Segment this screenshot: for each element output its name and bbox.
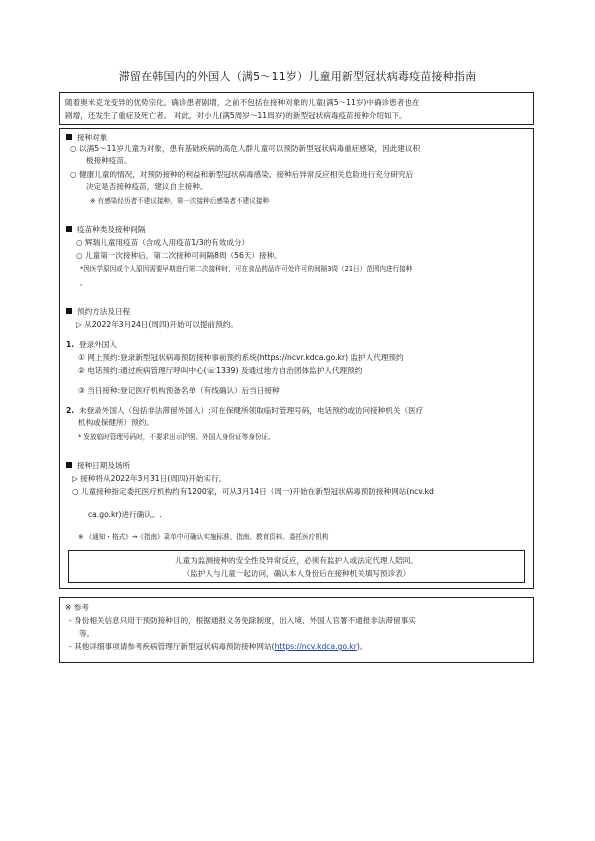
temp-number-note: * 发放临时管理号码时，不要求出示护照、外国人身份证等身份证。 <box>78 433 275 441</box>
intro-line-1: 随着奥米克龙变异的优势宗化，确诊患者剧增，之前不包括在接种对象的儿童(满5～11岁)中确诊患者也在 <box>65 98 420 107</box>
unregistered-foreigner-line-2: 机构或保健所）预约。 <box>78 418 154 427</box>
eligibility-item-1-line-2: 极接种疫苗。 <box>86 156 132 165</box>
ncv-website-link[interactable]: https://ncv.kdca.go.kr <box>274 642 357 651</box>
square-bullet-icon <box>66 134 72 140</box>
phone-reservation: ② 电话预约:通过疾病管理厅呼叫中心(☏1339) 及通过地方自治团体监护人代理预约 <box>78 366 363 375</box>
reference-notes-box <box>59 597 534 663</box>
same-day-vaccination: ③ 当日接种:登记医疗机构预备名单（有线确认）后当日接种 <box>78 386 280 395</box>
section-eligibility-heading: 接种对象 <box>66 132 107 144</box>
section-schedule-heading: 接种日期及场所 <box>66 460 130 472</box>
institution-item-line-1: ○ 儿童接种指定委托医疗机构约有1200家，可从3月14日（周一)开始在新型冠状病毒预防接种网站(ncv.kd <box>72 487 434 496</box>
institution-item-line-2: ca.go.kr)进行确认。. <box>88 510 162 519</box>
vaccine-item-2: ○ 儿童第一次接种后，第二次接种可间隔8周（56天）接种。 <box>76 251 282 260</box>
section-vaccine-heading: 疫苗种类及接种间隔 <box>66 224 145 236</box>
reference-heading: ※ 参考 <box>65 603 89 612</box>
eligibility-item-1-line-1: ○ 以满5～11岁儿童为对象，患有基础疾病的高危人群儿童可以预防新型冠状病毒重症感染，因此建议积 <box>70 144 421 153</box>
guide-menu-note: ※ 《通知・格式》→《指南》菜单中可确认实施标准、指南、教育资料、委托医疗机构 <box>78 533 329 541</box>
page-title: 滞留在韩国内的外国人（满5～11岁）儿童用新型冠状病毒疫苗接种指南 <box>118 70 477 83</box>
eligibility-item-2-line-2: 决定是否接种疫苗，建议自主接种。 <box>86 182 208 191</box>
vaccine-item-1: ○ 辉瑞儿童用疫苗（含成人用疫苗1/3的有效成分） <box>76 238 250 247</box>
main-content-box <box>59 128 534 589</box>
unregistered-foreigner-line-1: 2. 未登录外国人（包括非法滞留外国人）:可在保健所领取临时管理号码，电话预约或访问接种机关（医疗 <box>66 406 424 415</box>
square-bullet-icon <box>66 226 72 232</box>
reference-item-1-line-2: 等。 <box>79 629 95 638</box>
reservation-start: ▷ 从2022年3月24日(周四)开始可以提前预约。 <box>76 320 238 329</box>
eligibility-item-2-line-1: ○ 健康儿童的情况，对预防接种的利益和新型冠状病毒感染、接种后异常反应相关危险进行充分研究后 <box>70 170 414 179</box>
section-reservation-heading: 预约方法及日程 <box>66 306 130 318</box>
eligibility-note: ※ 有感染经历者不建议接种，第一次接种后感染者不建议接种 <box>90 197 270 205</box>
square-bullet-icon <box>66 308 72 314</box>
intro-box <box>59 92 534 125</box>
schedule-start: ▷ 接种将从2022年3月31日(周四)开始实行。 <box>72 474 227 483</box>
reference-item-2: - 其他详细事项请参考疾病管理厅新型冠状病毒预防接种网站(https://ncv.kdca.go.kr)。 <box>69 642 368 651</box>
registered-foreigner-heading: 1. 登录外国人 <box>66 340 117 349</box>
intro-line-2: 剧增，还发生了重症及死亡者。 对此，对小儿(满5周岁～11周岁)的新型冠状病毒疫苗接种介绍如下。 <box>65 111 407 120</box>
online-reservation: ① 网上预约:登录新型冠状病毒预防接种事前预约系统(https://ncvr.kdca.go.kr) 监护人代理预约 <box>78 353 404 362</box>
guardian-notice-line-2: （监护人与儿童一起访问，确认本人身份后在接种机关填写预诊表） <box>182 569 411 578</box>
square-bullet-icon <box>66 462 72 468</box>
guardian-notice-line-1: 儿童为监测接种的安全性及异常反应，必须有监护人或法定代理人陪同。 <box>175 556 418 565</box>
guardian-notice-box <box>68 550 525 583</box>
vaccine-note-line-1: *因医学原因或个人原因需要早期进行第二次接种时，可在食品药品许可处许可的间隔3周（21日）范围内进行接种 <box>80 265 413 273</box>
reference-item-1-line-1: - 身份相关信息只用于预防接种目的，根据通报义务免除制度，出入境、外国人官署不通报非法滞留事实 <box>69 616 416 625</box>
vaccine-note-line-2: 。 <box>80 279 87 287</box>
